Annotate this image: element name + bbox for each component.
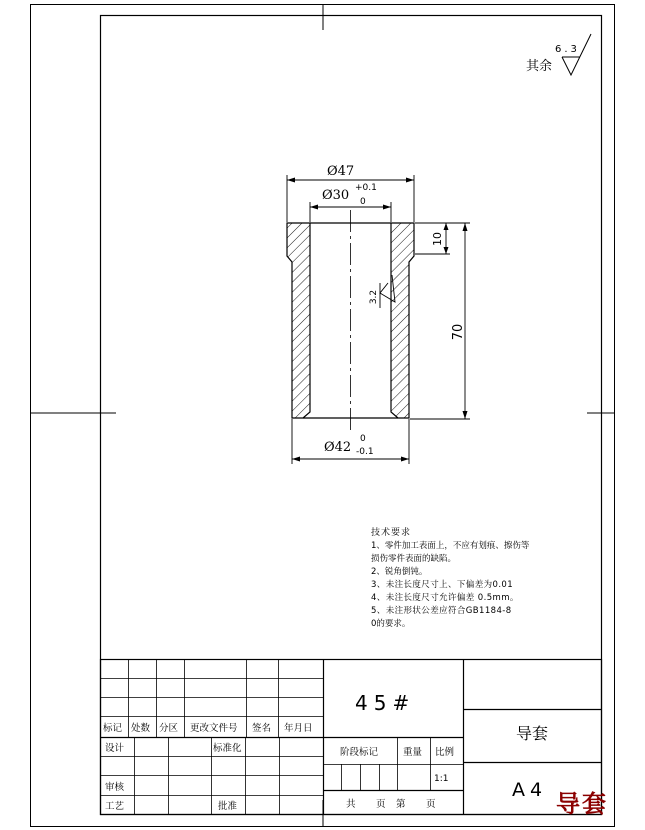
sheet-outer-border: [31, 5, 615, 827]
label-approve: 批准: [218, 801, 238, 812]
notes-line-7: 0的要求。: [371, 619, 411, 629]
label-count: 处数: [131, 723, 151, 734]
label-date: 年月日: [284, 723, 313, 734]
roughness-prefix: 其余: [526, 59, 553, 74]
outer-diameter-label: Ø47: [327, 164, 355, 179]
label-zone: 分区: [159, 723, 179, 734]
bore-diameter-label: Ø30: [322, 188, 350, 203]
bore-tolerance-lower: 0: [360, 197, 366, 207]
roughness-value: 6.3: [555, 44, 580, 55]
body-tolerance-upper: 0: [360, 434, 366, 444]
label-stage-mark: 阶段标记: [340, 747, 379, 758]
general-roughness-symbol: [526, 34, 591, 75]
part-name: 导套: [515, 724, 549, 743]
label-total: 共: [346, 799, 356, 810]
body-diameter-label: Ø42: [324, 440, 352, 455]
bore-roughness-value: 3.2: [369, 289, 379, 305]
label-process: 工艺: [105, 801, 125, 812]
notes-title: 技术要求: [371, 528, 412, 538]
flange-label: 10: [431, 232, 444, 246]
label-weight: 重量: [403, 747, 423, 758]
bushing-section: [287, 210, 414, 430]
technical-notes: [371, 526, 530, 629]
bore-tolerance-upper: +0.1: [355, 183, 377, 193]
drawing-frame: [101, 16, 602, 815]
corner-part-title: 导套: [556, 789, 608, 818]
label-sheets: 页: [376, 799, 386, 810]
label-review: 审核: [105, 782, 125, 793]
label-mark: 标记: [103, 723, 123, 734]
label-standardize: 标准化: [213, 743, 242, 754]
body-tolerance-lower: -0.1: [356, 447, 374, 457]
label-signature: 签名: [252, 723, 272, 734]
centering-marks: [30, 4, 614, 826]
notes-line-3: 2、锐角倒钝。: [371, 567, 428, 577]
length-label: 70: [451, 323, 466, 341]
scale-value: 1:1: [434, 774, 449, 784]
label-sheet: 页: [426, 799, 436, 810]
notes-line-5: 4、未注长度尺寸允许偏差 0.5mm。: [371, 593, 519, 603]
notes-line-6: 5、未注形状公差应符合GB1184-8: [371, 606, 512, 616]
notes-line-4: 3、未注长度尺寸上、下偏差为0.01: [371, 580, 514, 590]
label-change-doc: 更改文件号: [190, 723, 238, 734]
length-dimension: [410, 223, 470, 419]
label-design: 设计: [105, 743, 125, 754]
label-number: 第: [396, 799, 406, 810]
sheet-size: A4: [512, 779, 548, 801]
material-value: 45#: [355, 691, 416, 715]
label-ratio: 比例: [435, 747, 455, 758]
notes-line-2: 损伤零件表面的缺陷。: [371, 554, 457, 564]
notes-line-1: 1、零件加工表面上，不应有划痕、擦伤等: [371, 541, 530, 551]
